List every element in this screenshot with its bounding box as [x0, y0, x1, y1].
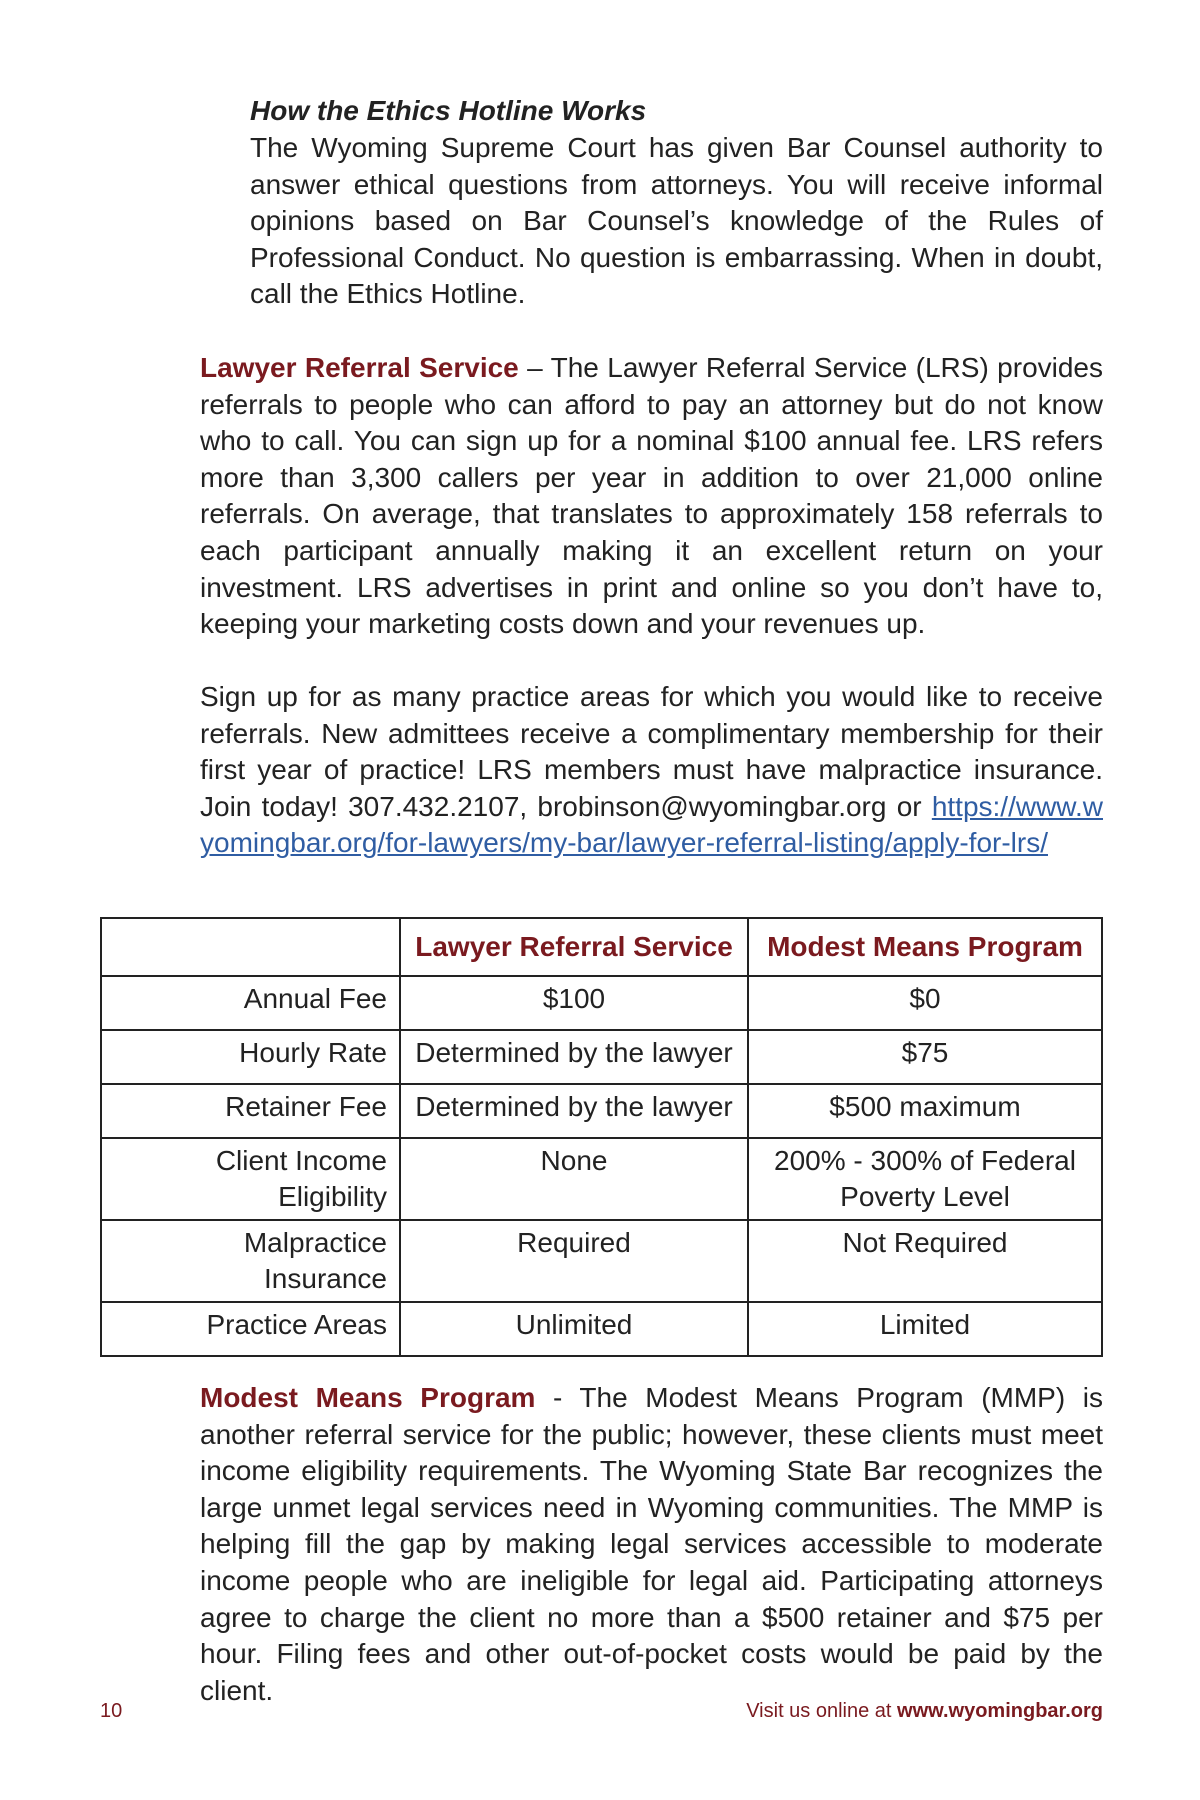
lawyer-referral-paragraph	[200, 350, 1103, 643]
signup-paragraph	[200, 679, 1103, 862]
footer-website	[746, 1700, 1103, 1723]
table-row	[101, 1220, 1102, 1302]
modest-means-section	[200, 1380, 1103, 1709]
mmp-value: $500 maximum	[748, 1084, 1102, 1138]
ethics-hotline-section	[250, 92, 1103, 313]
page-number: 10	[100, 1700, 123, 1722]
ethics-hotline-title: How the Ethics Hotline Works	[250, 95, 647, 126]
lawyer-referral-body: – The Lawyer Referral Service (LRS) provides referrals to people who can afford to pay an attorney but do not know who to call. You can sign up for a nominal $100 annual fee. LRS refers more than 3,300 callers per year in addition to over 21,000 online referrals. On average, that translates to approximately 158 referrals to each participant annually making it an excellent return on your investment. LRS advertises in print and online so you don’t have to, keeping your marketing costs down and your revenues up.	[200, 352, 1104, 640]
table-row	[101, 1030, 1102, 1084]
table-row	[101, 1302, 1102, 1356]
mmp-value: $75	[748, 1030, 1102, 1084]
mmp-value: Limited	[748, 1302, 1102, 1356]
lawyer-referral-heading: Lawyer Referral Service	[200, 352, 519, 383]
lrs-value: None	[400, 1138, 748, 1220]
row-label: Hourly Rate	[101, 1030, 400, 1084]
table-header-row	[101, 918, 1102, 976]
modest-means-body: - The Modest Means Program (MMP) is another referral service for the public; however, these clients must meet income eligibility requirements. The Wyoming State Bar recognizes the large unmet legal services need in Wyoming communities. The MMP is helping fill the gap by making legal services accessible to moderate income people who are ineligible for legal aid. Participating attorneys agree to charge the client no more than a $500 retainer and $75 per hour. Filing fees and other out-of-pocket costs would be paid by the client.	[200, 1382, 1103, 1706]
modest-means-heading: Modest Means Program	[200, 1382, 536, 1413]
mmp-value: $0	[748, 976, 1102, 1030]
table-header-lrs: Lawyer Referral Service	[400, 918, 748, 976]
lrs-value: Required	[400, 1220, 748, 1302]
apply-for-lrs-link[interactable]: https://www.wyomingbar.org/for-lawyers/my-bar/lawyer-referral-listing/apply-for-lrs/	[200, 790, 1103, 859]
row-label: Client Income Eligibility	[101, 1138, 400, 1220]
lrs-value: Unlimited	[400, 1302, 748, 1356]
mmp-value: 200% - 300% of Federal Poverty Level	[748, 1138, 1102, 1220]
lrs-value: Determined by the lawyer	[400, 1030, 748, 1084]
ethics-hotline-body: The Wyoming Supreme Court has given Bar Counsel authority to answer ethical questions from attorneys. You will receive informal opinions based on Bar Counsel’s knowledge of the Rules of Professional Conduct. No question is embarrassing. When in doubt, call the Ethics Hotline.	[250, 132, 1103, 310]
mmp-value: Not Required	[748, 1220, 1102, 1302]
signup-body: Sign up for as many practice areas for which you would like to receive referrals. New admittees receive a complimentary membership for their first year of practice! LRS members must have malpractice insurance. Join today! 307.432.2107, brobinson@wyomingbar.org or	[200, 681, 1103, 822]
lrs-value: $100	[400, 976, 748, 1030]
footer-site-link[interactable]: www.wyomingbar.org	[897, 1700, 1103, 1722]
table-row	[101, 976, 1102, 1030]
row-label: Malpractice Insurance	[101, 1220, 400, 1302]
row-label: Retainer Fee	[101, 1084, 400, 1138]
row-label: Annual Fee	[101, 976, 400, 1030]
lawyer-referral-signup	[200, 679, 1103, 862]
lawyer-referral-section	[200, 350, 1103, 643]
table-row	[101, 1084, 1102, 1138]
row-label: Practice Areas	[101, 1302, 400, 1356]
footer-prefix: Visit us online at	[746, 1700, 898, 1722]
modest-means-paragraph	[200, 1380, 1103, 1709]
table-row	[101, 1138, 1102, 1220]
table-header-mmp: Modest Means Program	[748, 918, 1102, 976]
lrs-value: Determined by the lawyer	[400, 1084, 748, 1138]
comparison-table	[100, 917, 1103, 1357]
table-header-blank	[101, 918, 400, 976]
